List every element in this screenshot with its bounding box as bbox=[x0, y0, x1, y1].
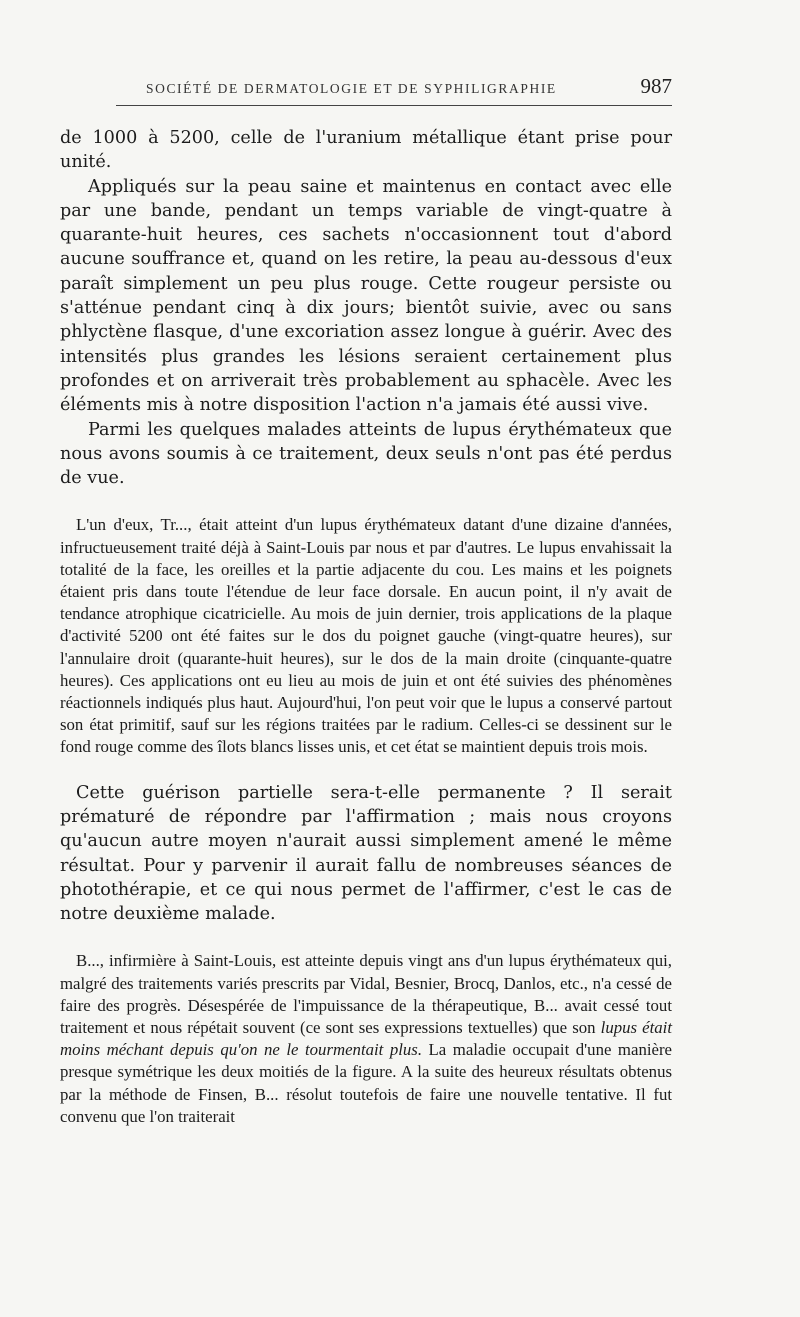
case-two-quote: lupus était moins méchant depuis qu'on ne le tourmentait plus. bbox=[60, 1018, 672, 1060]
paragraph-case-two bbox=[60, 950, 672, 1128]
body-text bbox=[60, 126, 672, 1128]
running-title: SOCIÉTÉ DE DERMATOLOGIE ET DE SYPHILIGRAPHIE bbox=[146, 81, 557, 96]
page-header bbox=[60, 74, 672, 99]
case-two-text-end: La maladie occupait d'une manière presque symétrique les deux moitiés de la figure. A la suite des heureux résultats obtenus par la méthode de Finsen, B... résolut toutefois de faire une nouvelle tentative. Il fut convenu que l'on traiterait bbox=[60, 1040, 672, 1126]
paragraph-case-one: L'un d'eux, Tr..., était atteint d'un lupus érythémateux datant d'une dizaine d'années, infructueusement traité déjà à Saint-Louis par nous et par d'autres. Le lupus envahissait la totalité de la face, les oreilles et la partie adjacente du cou. Les mains et les poignets étaient pris dans toute l'étendue de leur face dorsale. En aucun point, il n'y avait de tendance atrophique cicatricielle. Au mois de juin dernier, trois applications de la plaque d'activité 5200 ont été faites sur le dos du poignet gauche (vingt-quatre heures), sur l'annulaire droit (quarante-huit heures), sur le dos de la main droite (cinquante-quatre heures). Ces applications ont eu lieu au mois de juin et ont été suivies des phénomènes réactionnels indiqués plus haut. Aujourd'hui, l'on peut voir que le lupus a conservé partout son état primitif, sauf sur les régions traitées par le radium. Celles-ci se dessinent sur le fond rouge comme des îlots blancs lisses unis, et cet état se maintient depuis trois mois. bbox=[60, 515, 672, 757]
header-rule bbox=[116, 105, 672, 106]
paragraph-discussion: Cette guérison partielle sera-t-elle permanente ? Il serait prématuré de répondre par l'affirmation ; mais nous croyons qu'aucun autre moyen n'aurait aussi simplement amené le même résultat. Pour y parvenir il aurait fallu de nombreuses séances de photothérapie, et ce qui nous permet de l'affirmer, c'est le cas de notre deuxième malade. bbox=[60, 782, 672, 925]
page-number: 987 bbox=[640, 74, 672, 98]
paragraph-application: Appliqués sur la peau saine et maintenus en contact avec elle par une bande, pendant un temps variable de vingt-quatre à quarante-huit heures, ces sachets n'occasionnent tout d'abord aucune souffrance et, quand on les retire, la peau au-dessous d'eux paraît simplement un peu plus rouge. Cette rougeur persiste ou s'atténue pendant cinq à dix jours; bientôt suivie, avec ou sans phlyctène flasque, d'une excoriation assez longue à guérir. Avec des intensités plus grandes les lésions seraient certainement plus profondes et on arriverait très probablement au sphacèle. Avec les éléments mis à notre disposition l'action n'a jamais été aussi vive. bbox=[60, 176, 672, 416]
paragraph-continuation: de 1000 à 5200, celle de l'uranium métallique étant prise pour unité. bbox=[60, 128, 672, 173]
case-two-text-start: B..., infirmière à Saint-Louis, est atteinte depuis vingt ans d'un lupus érythémateux qui, malgré des traitements variés prescrits par Vidal, Besnier, Brocq, Danlos, etc., n'a cessé de faire des progrès. Désespérée de l'impuissance de la thérapeutique, B... avait cessé tout traitement et nous répétait souvent (ce sont ses expressions textuelles) que son bbox=[60, 951, 672, 1038]
paragraph-patients: Parmi les quelques malades atteints de lupus érythémateux que nous avons soumis à ce traitement, deux seuls n'ont pas été perdus de vue. bbox=[60, 419, 672, 489]
